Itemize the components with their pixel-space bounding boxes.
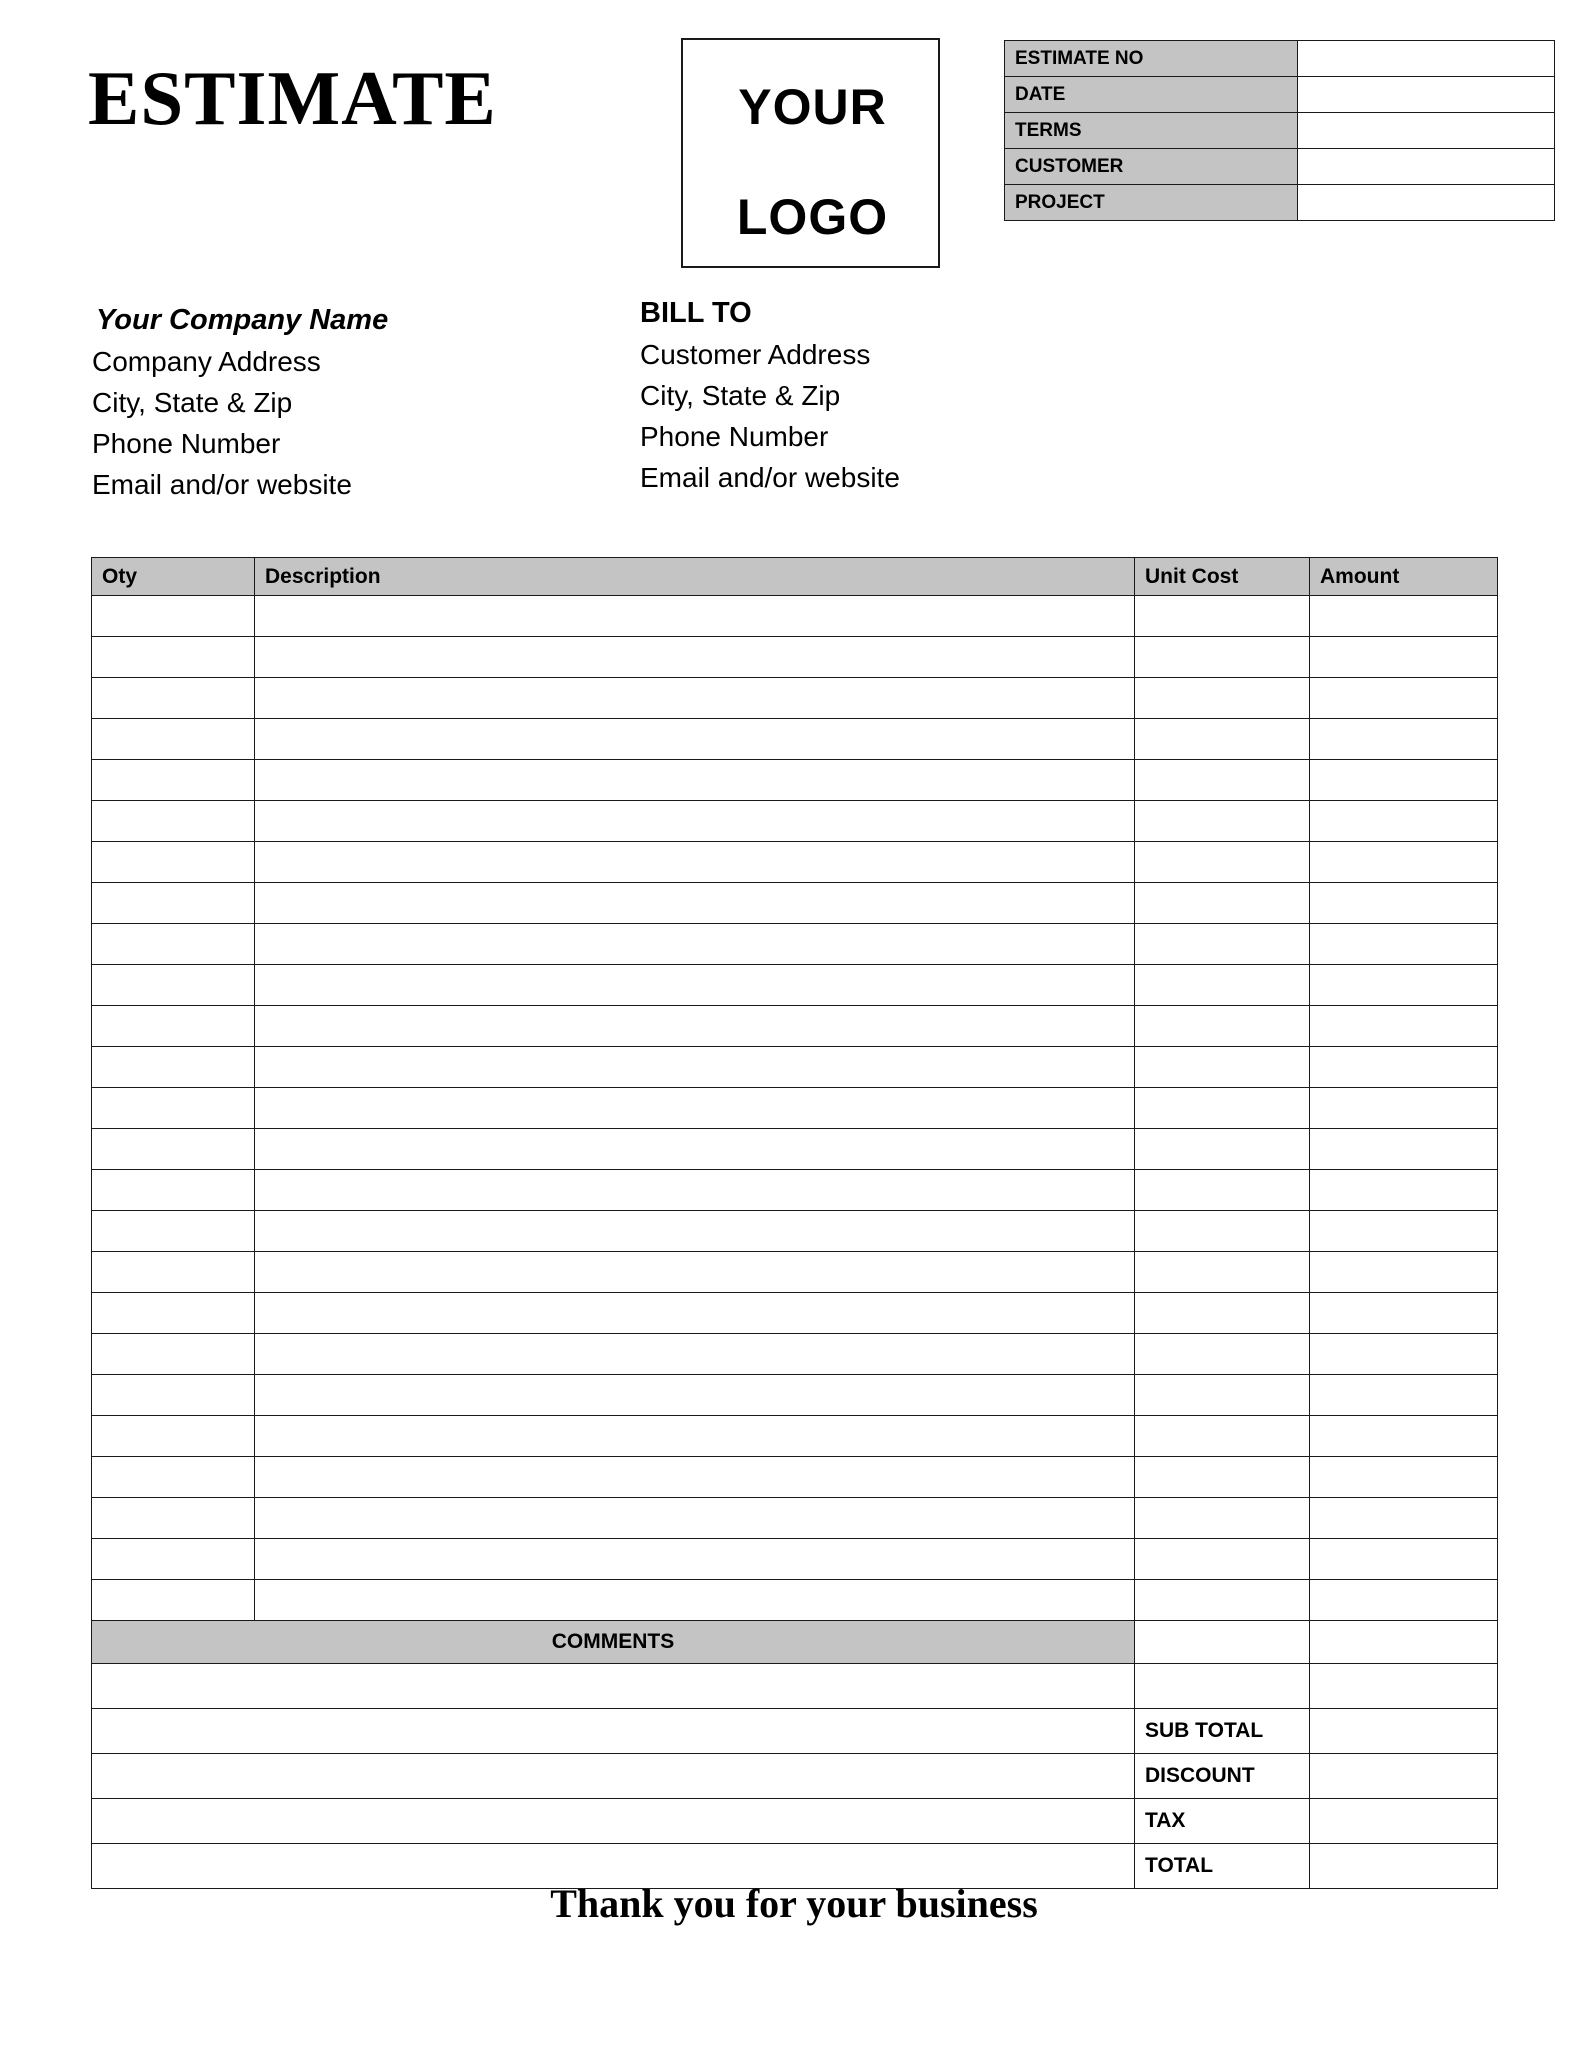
cell-qty[interactable]	[92, 1416, 255, 1457]
cell-amount[interactable]	[1310, 1416, 1498, 1457]
info-value-customer[interactable]	[1298, 149, 1555, 185]
cell-amount[interactable]	[1310, 883, 1498, 924]
info-row-estimate-no	[1005, 41, 1555, 77]
cell-unit-cost[interactable]	[1135, 1293, 1310, 1334]
table-row	[92, 1375, 1498, 1416]
cell-qty[interactable]	[92, 1211, 255, 1252]
company-name: Your Company Name	[96, 304, 389, 336]
cell-unit-cost[interactable]	[1135, 1006, 1310, 1047]
cell-unit-cost[interactable]	[1135, 678, 1310, 719]
cell-description[interactable]	[255, 1539, 1135, 1580]
cell-amount[interactable]	[1310, 760, 1498, 801]
cell-unit-cost[interactable]	[1135, 1252, 1310, 1293]
totals-row-discount	[92, 1754, 1498, 1799]
cell-qty[interactable]	[92, 1457, 255, 1498]
cell-unit-cost[interactable]	[1135, 965, 1310, 1006]
cell-qty[interactable]	[92, 637, 255, 678]
cell-unit-cost[interactable]	[1135, 1211, 1310, 1252]
totals-label-sub-total: SUB TOTAL	[1135, 1709, 1310, 1754]
totals-value-discount[interactable]	[1310, 1754, 1498, 1799]
info-row-terms	[1005, 113, 1555, 149]
line-items-body	[92, 596, 1498, 1621]
cell-unit-cost[interactable]	[1135, 924, 1310, 965]
bill-to-address-line: Customer Address	[640, 339, 871, 370]
column-header-amount: Amount	[1310, 558, 1498, 596]
cell-description[interactable]	[255, 596, 1135, 637]
totals-row-sub-total	[92, 1709, 1498, 1754]
table-row	[92, 1293, 1498, 1334]
footer-thank-you-note: Thank you for your business	[550, 1881, 1038, 1926]
cell-description[interactable]	[255, 1375, 1135, 1416]
cell-description[interactable]	[255, 1416, 1135, 1457]
cell-description[interactable]	[255, 1211, 1135, 1252]
cell-amount[interactable]	[1310, 1129, 1498, 1170]
totals-value-tax[interactable]	[1310, 1799, 1498, 1844]
comments-amount-blank[interactable]	[1310, 1621, 1498, 1664]
cell-amount[interactable]	[1310, 965, 1498, 1006]
cell-qty[interactable]	[92, 1088, 255, 1129]
table-row	[92, 924, 1498, 965]
cell-qty[interactable]	[92, 883, 255, 924]
cell-amount[interactable]	[1310, 924, 1498, 965]
cell-description[interactable]	[255, 1088, 1135, 1129]
cell-amount[interactable]	[1310, 1539, 1498, 1580]
comments-entry-amount-blank[interactable]	[1310, 1664, 1498, 1709]
cell-qty[interactable]	[92, 842, 255, 883]
cell-amount[interactable]	[1310, 1170, 1498, 1211]
table-row	[92, 1129, 1498, 1170]
table-row	[92, 1006, 1498, 1047]
comments-row	[92, 1621, 1498, 1664]
cell-unit-cost[interactable]	[1135, 801, 1310, 842]
cell-description[interactable]	[255, 924, 1135, 965]
cell-description[interactable]	[255, 1047, 1135, 1088]
cell-amount[interactable]	[1310, 719, 1498, 760]
cell-qty[interactable]	[92, 1375, 255, 1416]
cell-amount[interactable]	[1310, 637, 1498, 678]
company-city-state-zip: City, State & Zip	[92, 387, 293, 418]
column-header-description: Description	[255, 558, 1135, 596]
company-phone: Phone Number	[92, 428, 281, 459]
info-row-customer	[1005, 149, 1555, 185]
cell-description[interactable]	[255, 842, 1135, 883]
cell-qty[interactable]	[92, 801, 255, 842]
info-row-project	[1005, 185, 1555, 221]
cell-description[interactable]	[255, 1334, 1135, 1375]
table-row	[92, 637, 1498, 678]
line-items-table	[91, 557, 1498, 1889]
cell-description[interactable]	[255, 1293, 1135, 1334]
cell-qty[interactable]	[92, 924, 255, 965]
comments-entry-row	[92, 1664, 1498, 1709]
table-row	[92, 760, 1498, 801]
bill-to-email: Email and/or website	[640, 462, 900, 493]
table-row	[92, 883, 1498, 924]
column-header-unit-cost: Unit Cost	[1135, 558, 1310, 596]
cell-unit-cost[interactable]	[1135, 637, 1310, 678]
cell-unit-cost[interactable]	[1135, 1334, 1310, 1375]
cell-qty[interactable]	[92, 1293, 255, 1334]
cell-amount[interactable]	[1310, 1457, 1498, 1498]
cell-description[interactable]	[255, 801, 1135, 842]
cell-unit-cost[interactable]	[1135, 1539, 1310, 1580]
totals-row-tax	[92, 1799, 1498, 1844]
table-header-row	[92, 558, 1498, 596]
table-row	[92, 801, 1498, 842]
cell-amount[interactable]	[1310, 1047, 1498, 1088]
cell-qty[interactable]	[92, 1539, 255, 1580]
logo-placeholder-box[interactable]	[681, 38, 940, 268]
document-header	[0, 0, 1588, 285]
cell-amount[interactable]	[1310, 1211, 1498, 1252]
column-header-qty: Oty	[92, 558, 255, 596]
cell-description[interactable]	[255, 760, 1135, 801]
table-row	[92, 1580, 1498, 1621]
cell-unit-cost[interactable]	[1135, 1375, 1310, 1416]
info-label-project: PROJECT	[1005, 185, 1298, 221]
info-row-date	[1005, 77, 1555, 113]
table-row	[92, 1334, 1498, 1375]
cell-qty[interactable]	[92, 1334, 255, 1375]
page-title: ESTIMATE	[88, 55, 497, 141]
table-row	[92, 1498, 1498, 1539]
info-value-date[interactable]	[1298, 77, 1555, 113]
bill-to-block	[640, 293, 1160, 498]
logo-text-line-1: YOUR	[738, 79, 887, 135]
cell-unit-cost[interactable]	[1135, 883, 1310, 924]
cell-unit-cost[interactable]	[1135, 842, 1310, 883]
cell-amount[interactable]	[1310, 1498, 1498, 1539]
cell-description[interactable]	[255, 719, 1135, 760]
totals-spacer-discount[interactable]	[92, 1754, 1135, 1799]
totals-label-discount: DISCOUNT	[1135, 1754, 1310, 1799]
cell-unit-cost[interactable]	[1135, 1170, 1310, 1211]
estimate-info-table	[1004, 40, 1555, 221]
cell-qty[interactable]	[92, 1252, 255, 1293]
info-label-customer: CUSTOMER	[1005, 149, 1298, 185]
cell-unit-cost[interactable]	[1135, 596, 1310, 637]
cell-unit-cost[interactable]	[1135, 1498, 1310, 1539]
cell-amount[interactable]	[1310, 1580, 1498, 1621]
table-row	[92, 1252, 1498, 1293]
info-value-terms[interactable]	[1298, 113, 1555, 149]
table-row	[92, 596, 1498, 637]
cell-qty[interactable]	[92, 1047, 255, 1088]
totals-label-tax: TAX	[1135, 1799, 1310, 1844]
bill-to-heading: BILL TO	[640, 297, 752, 329]
cell-description[interactable]	[255, 1170, 1135, 1211]
cell-amount[interactable]	[1310, 801, 1498, 842]
comments-entry-field[interactable]	[92, 1664, 1135, 1709]
cell-amount[interactable]	[1310, 1252, 1498, 1293]
info-label-terms: TERMS	[1005, 113, 1298, 149]
info-value-project[interactable]	[1298, 185, 1555, 221]
cell-unit-cost[interactable]	[1135, 1088, 1310, 1129]
bill-to-city-state-zip: City, State & Zip	[640, 380, 841, 411]
cell-qty[interactable]	[92, 678, 255, 719]
cell-description[interactable]	[255, 1129, 1135, 1170]
cell-amount[interactable]	[1310, 1088, 1498, 1129]
info-label-date: DATE	[1005, 77, 1298, 113]
cell-amount[interactable]	[1310, 1293, 1498, 1334]
cell-unit-cost[interactable]	[1135, 1416, 1310, 1457]
table-row	[92, 1457, 1498, 1498]
comments-unit-cost-blank[interactable]	[1135, 1621, 1310, 1664]
cell-amount[interactable]	[1310, 678, 1498, 719]
cell-amount[interactable]	[1310, 1375, 1498, 1416]
table-row	[92, 842, 1498, 883]
cell-description[interactable]	[255, 1252, 1135, 1293]
logo-text-line-2: LOGO	[736, 189, 889, 245]
cell-description[interactable]	[255, 1457, 1135, 1498]
cell-unit-cost[interactable]	[1135, 1457, 1310, 1498]
table-row	[92, 1539, 1498, 1580]
table-row	[92, 719, 1498, 760]
cell-description[interactable]	[255, 1006, 1135, 1047]
cell-unit-cost[interactable]	[1135, 1047, 1310, 1088]
cell-unit-cost[interactable]	[1135, 1129, 1310, 1170]
table-row	[92, 678, 1498, 719]
cell-unit-cost[interactable]	[1135, 719, 1310, 760]
cell-amount[interactable]	[1310, 1334, 1498, 1375]
totals-label-total: TOTAL	[1135, 1844, 1310, 1889]
cell-qty[interactable]	[92, 596, 255, 637]
cell-amount[interactable]	[1310, 842, 1498, 883]
cell-qty[interactable]	[92, 1129, 255, 1170]
totals-value-sub-total[interactable]	[1310, 1709, 1498, 1754]
table-row	[92, 1211, 1498, 1252]
table-row	[92, 1088, 1498, 1129]
cell-qty[interactable]	[92, 965, 255, 1006]
table-row	[92, 1416, 1498, 1457]
cell-description[interactable]	[255, 1498, 1135, 1539]
cell-qty[interactable]	[92, 1498, 255, 1539]
info-label-estimate-no: ESTIMATE NO	[1005, 41, 1298, 77]
cell-qty[interactable]	[92, 1170, 255, 1211]
cell-description[interactable]	[255, 1580, 1135, 1621]
totals-spacer-sub-total[interactable]	[92, 1709, 1135, 1754]
cell-description[interactable]	[255, 637, 1135, 678]
cell-qty[interactable]	[92, 719, 255, 760]
info-value-estimate-no[interactable]	[1298, 41, 1555, 77]
comments-entry-unit-cost-blank[interactable]	[1135, 1664, 1310, 1709]
table-row	[92, 965, 1498, 1006]
company-email: Email and/or website	[92, 469, 352, 500]
company-address-block	[92, 300, 612, 505]
summary-body	[92, 1621, 1498, 1889]
cell-qty[interactable]	[92, 1580, 255, 1621]
cell-description[interactable]	[255, 678, 1135, 719]
company-address-line: Company Address	[92, 346, 321, 377]
cell-unit-cost[interactable]	[1135, 1580, 1310, 1621]
cell-amount[interactable]	[1310, 1006, 1498, 1047]
cell-description[interactable]	[255, 883, 1135, 924]
cell-unit-cost[interactable]	[1135, 760, 1310, 801]
cell-qty[interactable]	[92, 760, 255, 801]
cell-amount[interactable]	[1310, 596, 1498, 637]
table-row	[92, 1170, 1498, 1211]
comments-label: COMMENTS	[92, 1621, 1135, 1664]
totals-spacer-tax[interactable]	[92, 1799, 1135, 1844]
cell-description[interactable]	[255, 965, 1135, 1006]
table-row	[92, 1047, 1498, 1088]
bill-to-phone: Phone Number	[640, 421, 829, 452]
cell-qty[interactable]	[92, 1006, 255, 1047]
